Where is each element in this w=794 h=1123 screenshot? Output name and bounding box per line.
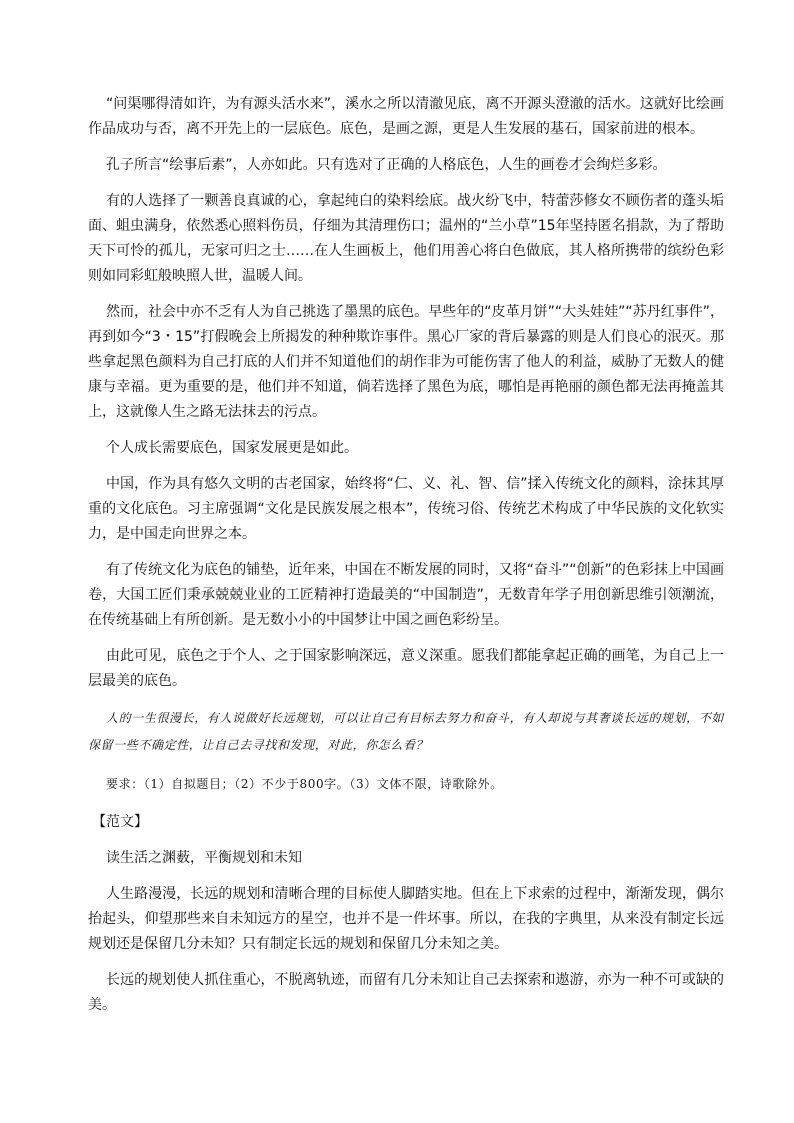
model-essay-label: 【范文】: [92, 814, 148, 830]
model-essay-paragraph-2: 长远的规划使人抓住重心，不脱离轨迹，而留有几分未知让自己去探索和遨游，亦为一种不可或缺的美。: [88, 972, 724, 1013]
paragraph-6: 中国，作为具有悠久文明的古老国家，始终将“仁、义、礼、智、信”揉入传统文化的颜料，涂抹其厚重的文化底色。习主席强调“文化是民族发展之根本”，传统习俗、传统艺术构成了中华民族的文化软实力，是中国走向世界之本。: [88, 476, 724, 542]
paragraph-8: 由此可见，底色之于个人、之于国家影响深远，意义深重。愿我们都能拿起正确的画笔，为自己上一层最美的底色。: [88, 648, 724, 689]
paragraph-7: 有了传统文化为底色的铺垫，近年来，中国在不断发展的同时，又将“奋斗”“创新”的色彩抹上中国画卷，大国工匠们秉承兢兢业业的工匠精神打造最美的“中国制造”，无数青年学子用创新思维引领潮流，在传统基础上有所创新。是无数小小的中国梦让中国之画色彩纷呈。: [88, 562, 724, 628]
essay-requirements: 要求：（1）自拟题目；（2）不少于800字。（3）文体不限，诗歌除外。: [106, 777, 503, 791]
document-page: [88, 92, 724, 1029]
paragraph-5: 个人成长需要底色，国家发展更是如此。: [106, 440, 358, 456]
essay-prompt: 人的一生很漫长，有人说做好长远规划，可以让自己有目标去努力和奋斗，有人却说与其奢谈长远的规划，不如保留一些不确定性，让自己去寻找和发现，对此，你怎么看？: [88, 711, 724, 752]
paragraph-3: 有的人选择了一颗善良真诚的心，拿起纯白的染料绘底。战火纷飞中，特蕾莎修女不顾伤者的蓬头垢面、蛆虫满身，依然悉心照料伤员，仔细为其清理伤口；温州的“兰小草”15年坚持匿名捐款，为了帮助天下可怜的孤儿，无家可归之士……在人生画板上，他们用善心将白色做底，其人格所携带的缤纷色彩则如同彩虹般映照人世，温暖人间。: [88, 193, 724, 284]
model-essay-paragraph-1: 人生路漫漫，长远的规划和清晰合理的目标使人脚踏实地。但在上下求索的过程中，渐渐发现，偶尔抬起头，仰望那些来自未知远方的星空，也并不是一件坏事。所以，在我的字典里，从来没有制定长远规划还是保留几分未知？只有制定长远的规划和保留几分未知之美。: [88, 886, 724, 952]
paragraph-2: 孔子所言“绘事后素”，人亦如此。只有选对了正确的人格底色，人生的画卷才会绚烂多彩。: [106, 157, 667, 173]
paragraph-4: 然而，社会中亦不乏有人为自己挑选了墨黑的底色。早些年的“皮革月饼”“大头娃娃”“苏丹红事件”，再到如今“3・15”打假晚会上所揭发的种种欺诈事件。黑心厂家的背后暴露的则是人们良心的泯灭。那些拿起黑色颜料为自己打底的人们并不知道他们的胡作非为可能伤害了他人的利益，威胁了无数人的健康与幸福。更为重要的是，他们并不知道，倘若选择了黑色为底，哪怕是再艳丽的颜色都无法再掩盖其上，这就像人生之路无法抹去的污点。: [88, 304, 724, 420]
paragraph-1: “问渠哪得清如许，为有源头活水来”，溪水之所以清澈见底，离不开源头澄澈的活水。这就好比绘画作品成功与否，离不开先上的一层底色。底色，是画之源，更是人生发展的基石，国家前进的根本。: [88, 96, 724, 137]
model-essay-title: 读生活之渊薮，平衡规划和未知: [106, 850, 302, 866]
